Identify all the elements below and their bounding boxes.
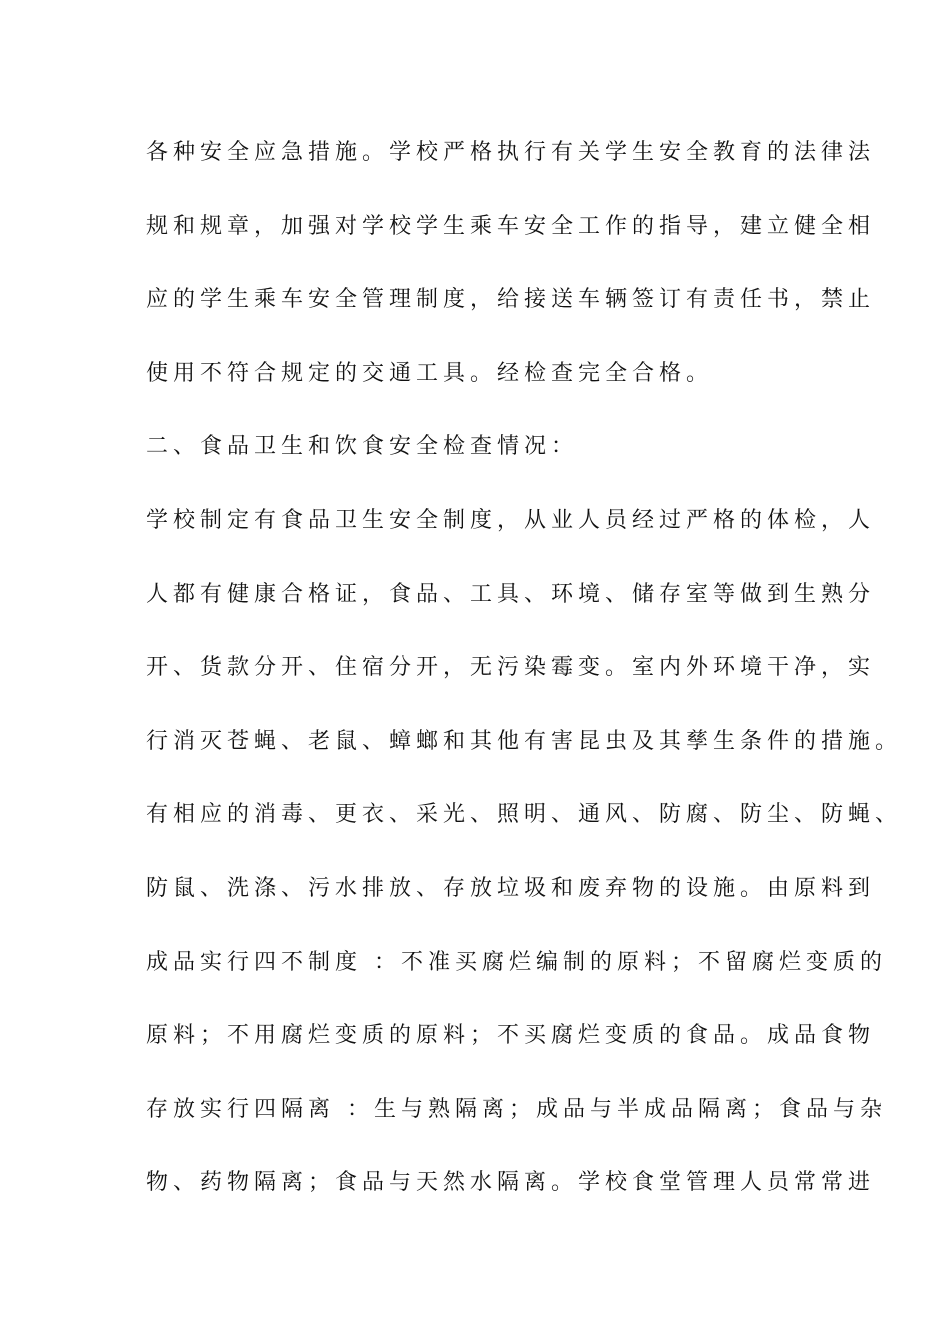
text-line: 物、药物隔离；食品与天然水隔离。学校食堂管理人员常常进 (146, 1170, 876, 1196)
text-line: 规和规章，加强对学校学生乘车安全工作的指导，建立健全相 (146, 213, 876, 239)
text-line: 成品实行四不制度 ：不准买腐烂编制的原料；不留腐烂变质的 (146, 949, 887, 975)
section-heading: 二、食品卫生和饮食安全检查情况： (146, 434, 579, 460)
text-line: 使用不符合规定的交通工具。经检查完全合格。 (146, 360, 714, 386)
text-line: 防鼠、洗涤、污水排放、存放垃圾和废弃物的设施。由原料到 (146, 875, 876, 901)
text-line: 人都有健康合格证，食品、工具、环境、储存室等做到生熟分 (146, 581, 876, 607)
text-line: 开、货款分开、住宿分开，无污染霉变。室内外环境干净，实 (146, 655, 876, 681)
text-line: 各种安全应急措施。学校严格执行有关学生安全教育的法律法 (146, 140, 876, 165)
text-line: 原料；不用腐烂变质的原料；不买腐烂变质的食品。成品食物 (146, 1023, 876, 1049)
text-line: 有相应的消毒、更衣、采光、照明、通风、防腐、防尘、防蝇、 (146, 802, 903, 828)
text-line: 行消灭苍蝇、老鼠、蟑螂和其他有害昆虫及其孳生条件的措施。 (146, 728, 903, 754)
body-text (146, 132, 903, 1236)
text-line: 应的学生乘车安全管理制度，给接送车辆签订有责任书，禁止 (146, 287, 876, 313)
text-line: 学校制定有食品卫生安全制度，从业人员经过严格的体检，人 (146, 507, 876, 533)
text-line: 存放实行四隔离 ：生与熟隔离；成品与半成品隔离；食品与杂 (146, 1096, 887, 1122)
